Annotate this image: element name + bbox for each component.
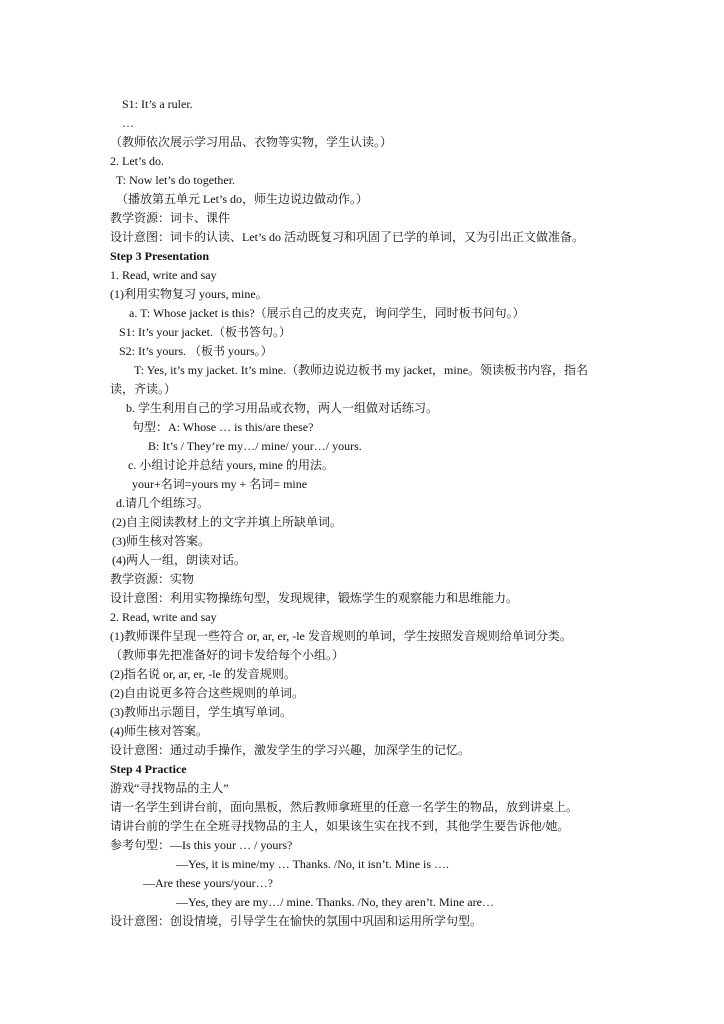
text-line: S1: It’s your jacket.（板书答句。）	[119, 325, 291, 339]
text-line: 请一名学生到讲台前，面向黑板，然后教师拿班里的任意一名学生的物品，放到讲桌上。	[110, 800, 579, 814]
text-line: T: Yes, it’s my jacket. It’s mine.（教师边说边板书 my jacket，mine。领读板书内容，指名	[134, 363, 589, 377]
text-line: 设计意图：利用实物操练句型，发现规律，锻炼学生的观察能力和思维能力。	[110, 591, 519, 605]
text-line: c. 小组讨论并总结 yours, mine 的用法。	[128, 458, 334, 472]
text-line: —Are these yours/your…?	[143, 876, 273, 890]
text-line: 设计意图：通过动手操作，激发学生的学习兴趣，加深学生的记忆。	[110, 743, 471, 757]
text-line: —Yes, it is mine/my … Thanks. /No, it isn’t. Mine is ….	[176, 857, 450, 871]
text-line: (1)利用实物复习 yours, mine。	[110, 287, 268, 301]
text-line: （播放第五单元 Let’s do，师生边说边做动作。）	[116, 192, 368, 206]
text-line: 读，齐读。）	[110, 382, 177, 396]
text-line: （教师依次展示学习用品、衣物等实物，学生认读。）	[110, 135, 393, 149]
text-line: B: It’s / They’re my…/ mine/ your…/ yours.	[148, 439, 362, 453]
section-heading: Step 4 Practice	[110, 762, 187, 776]
text-line: (2)自由说更多符合这些规则的单词。	[110, 686, 304, 700]
text-line: 2. Let’s do.	[110, 154, 164, 168]
text-line: 2. Read, write and say	[110, 610, 217, 624]
text-line: 设计意图：词卡的认读、Let’s do 活动既复习和巩固了已学的单词，又为引出正文做准备。	[110, 230, 584, 244]
text-line: (1)教师课件呈现一些符合 or, ar, er, -le 发音规则的单词，学生按照发音规则给单词分类。	[110, 629, 572, 643]
text-line: (3)师生核对答案。	[112, 534, 210, 548]
text-line: b. 学生利用自己的学习用品或衣物，两人一组做对话练习。	[126, 401, 439, 415]
text-line: —Yes, they are my…/ mine. Thanks. /No, they aren’t. Mine are…	[176, 895, 494, 909]
text-line: a. T: Whose jacket is this?（展示自己的皮夹克，询问学生，同时板书问句。）	[129, 306, 525, 320]
text-line: 1. Read, write and say	[110, 268, 217, 282]
text-line: (2)指名说 or, ar, er, -le 的发音规则。	[110, 667, 296, 681]
text-line: 请讲台前的学生在全班寻找物品的主人，如果该生实在找不到，其他学生要告诉他/她。	[110, 819, 570, 833]
text-line: S1: It’s a ruler.	[122, 97, 193, 111]
text-line: （教师事先把准备好的词卡发给每个小组。）	[110, 648, 345, 662]
text-line: …	[122, 116, 134, 130]
text-line: 设计意图：创设情境，引导学生在愉快的氛围中巩固和运用所学句型。	[110, 914, 483, 928]
text-line: 句型：A: Whose … is this/are these?	[132, 420, 314, 434]
text-line: 参考句型：—Is this your … / yours?	[110, 838, 293, 852]
text-line: your+名词=yours my + 名词= mine	[132, 477, 308, 491]
text-line: (2)自主阅读教材上的文字并填上所缺单词。	[112, 515, 342, 529]
text-line: T: Now let’s do together.	[116, 173, 236, 187]
text-line: 游戏“寻找物品的主人”	[110, 781, 229, 795]
section-heading: Step 3 Presentation	[110, 249, 210, 263]
text-line: (3)教师出示题目，学生填写单词。	[110, 705, 292, 719]
text-line: d.请几个组练习。	[116, 496, 210, 510]
text-line: 教学资源：词卡、课件	[110, 211, 231, 225]
text-line: (4)师生核对答案。	[110, 724, 208, 738]
text-line: (4)两人一组，朗读对话。	[112, 553, 246, 567]
text-line: S2: It’s yours. （板书 yours。）	[119, 344, 273, 358]
text-line: 教学资源：实物	[110, 572, 195, 586]
